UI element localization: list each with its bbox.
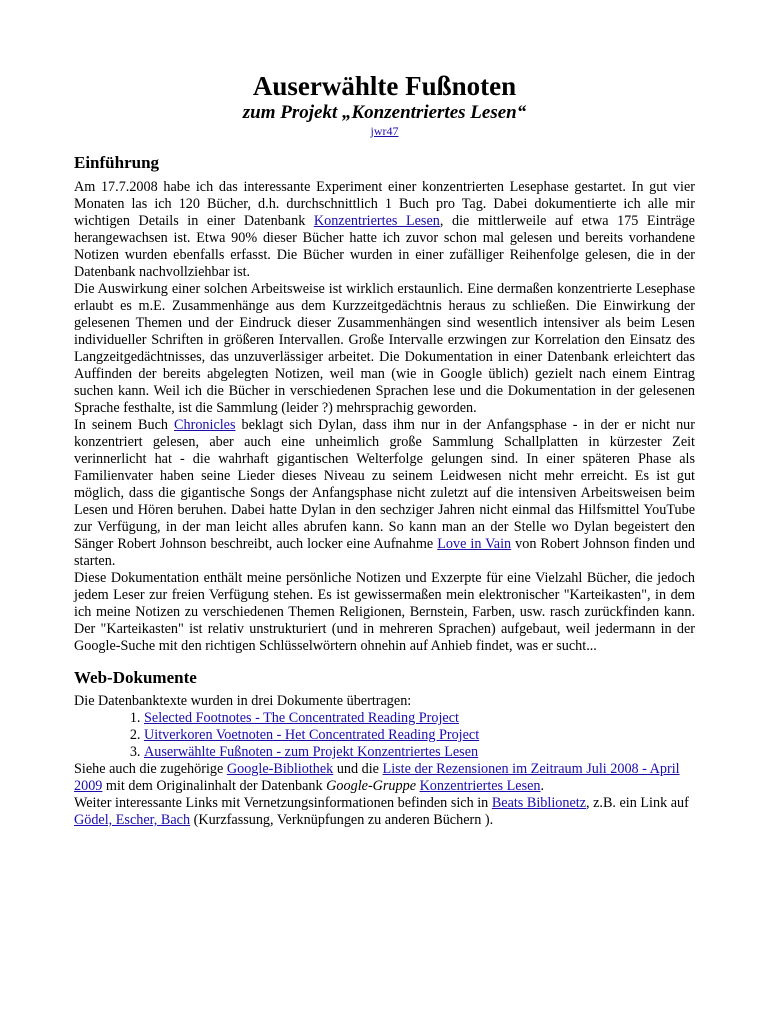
text: , die mittlerweile auf etwa 175 Einträge herangewachsen ist. Etwa 90% dieser Bücher hatte ich zuvor schon mal gelesen und bereits vorhandene Notizen wurden ebenfalls erfasst. Die Bücher wurden in einer zufälliger Reihenfolge gelesen, die in der Datenbank nachvollziehbar ist. — [74, 213, 695, 280]
intro-paragraph-4: Diese Dokumentation enthält meine persönliche Notizen und Exzerpte für eine Vielzahl Bücher, die jedoch jedem Leser zur freien Verfügung stehen. Es ist gewissermaßen mein elektronischer "Karteikasten", in dem ich meine Notizen zu verschiedenen Themen Religionen, Bernstein, Farben, usw. rasch zurückfinden kann. Der "Karteikasten" ist relativ unstrukturiert (und in mehreren Sprachen) aufgebaut, weil jedermann in der Google-Suche mit den richtigen Schlüsselwörtern ohnehin auf Anhieb findet, was er sucht... — [74, 570, 695, 654]
text: und die — [333, 761, 383, 777]
list-item — [144, 710, 695, 727]
author-link[interactable]: jwr47 — [370, 124, 399, 138]
documents-list — [74, 710, 695, 761]
text: (Kurzfassung, Verknüpfungen zu anderen Büchern ). — [190, 812, 494, 828]
intro-paragraph-1 — [74, 179, 695, 281]
text: In seinem Buch — [74, 417, 175, 433]
link-beats-biblionetz[interactable]: Beats Biblionetz — [491, 795, 586, 811]
document-title: Auserwählte Fußnoten — [252, 71, 517, 101]
text: von Robert Johnson finden und starten. — [74, 536, 696, 569]
link-konzentriertes-lesen-group[interactable]: Konzentriertes Lesen — [419, 778, 541, 794]
author-row — [74, 124, 695, 138]
text: . — [540, 778, 545, 794]
heading-einfuehrung: Einführung — [74, 153, 160, 172]
emphasis-google-gruppe: Google-Gruppe — [326, 778, 417, 794]
see-also-line — [74, 761, 695, 795]
further-links-line — [74, 795, 695, 829]
text: beklagt sich Dylan, dass ihm nur in der Anfangsphase - in der er nicht nur konzentriert gelesen, aber auch eine unheimlich große Sammlung Schallplatten in kürzester Zeit verinnerlicht hat - die wahrhaft gigantischen Welterfolge gelungen sind. In einer späteren Phase als Familienvater haben seine Lieder dieses Niveau zu seinem Leidwesen nicht mehr erreicht. Es ist gut möglich, dass die gigantische Songs der Anfangsphase nicht zuletzt auf die intensiven Arbeitsweisen beim Lesen und Hören beruhen. Dabei hatte Dylan in den sechziger Jahren nicht einmal das Hilfsmittel YouTube zur Verfügung, in der man leicht alles abrufen kann. So kann man an der Stelle wo Dylan begeistert den Sänger Robert Johnson beschreibt, auch locker eine Aufnahme — [74, 417, 696, 552]
link-chronicles[interactable]: Chronicles — [174, 417, 236, 433]
link-selected-footnotes[interactable]: Selected Footnotes - The Concentrated Reading Project — [144, 710, 459, 726]
link-konzentriertes-lesen[interactable]: Konzentriertes Lesen — [313, 213, 440, 229]
document-body — [74, 70, 695, 829]
list-item — [144, 744, 695, 761]
text: , z.B. ein Link auf — [586, 795, 689, 811]
link-uitverkoren-voetnoten[interactable]: Uitverkoren Voetnoten - Het Concentrated Reading Project — [144, 727, 480, 743]
intro-paragraph-2: Die Auswirkung einer solchen Arbeitsweise ist wirklich erstaunlich. Eine dermaßen konzentrierte Lesephase erlaubt es m.E. Zusammenhänge aus dem Kurzzeitgedächtnis heraus zu schließen. Die Einwirkung der gelesenen Themen und der Eindruck dieser Zusammenhängen sind wesentlich intensiver als beim Lesen individueller Schriften in größeren Intervallen. Große Intervalle erzwingen zur Korrelation den Einsatz des Langzeitgedächtnisses, das unzuverlässiger arbeitet. Die Dokumentation in einer Datenbank erleichtert das Auffinden der bereits abgelegten Notizen, weil man (wie in Google üblich) gezielt nach einem Eintrag suchen kann. Weil ich die Bücher in verschiedenen Sprachen lese und die Dokumentation in der gelesenen Sprache festhalte, ist die Sammlung (leider ?) mehrsprachig geworden. — [74, 281, 695, 416]
text: mit dem Originalinhalt der Datenbank — [102, 778, 327, 794]
link-liste-der-rezensionen[interactable]: Liste der Rezensionen im Zeitraum Juli 2008 - April 2009 — [74, 761, 680, 794]
text: Weiter interessante Links mit Vernetzungsinformationen befinden sich in — [74, 795, 492, 811]
link-love-in-vain[interactable]: Love in Vain — [437, 536, 512, 552]
text: Am 17.7.2008 habe ich das interessante Experiment einer konzentrierten Lesephase gestartet. In gut vier Monaten las ich 120 Bücher, d.h. durchschnittlich 1 Buch pro Tag. Dabei dokumentierte ich alle mir wichtigen Details in einer Datenbank — [74, 179, 695, 229]
link-goedel-escher-bach[interactable]: Gödel, Escher, Bach — [74, 812, 191, 828]
intro-paragraph-3 — [74, 417, 695, 570]
heading-web-dokumente: Web-Dokumente — [74, 668, 197, 687]
text: Siehe auch die zugehörige — [74, 761, 227, 777]
document-subtitle: zum Projekt „Konzentriertes Lesen“ — [242, 102, 527, 123]
link-auserwaehlte-fussnoten[interactable]: Auserwählte Fußnoten - zum Projekt Konzentriertes Lesen — [144, 744, 479, 760]
link-google-bibliothek[interactable]: Google-Bibliothek — [226, 761, 334, 777]
list-item — [144, 727, 695, 744]
web-intro-line: Die Datenbanktexte wurden in drei Dokumente übertragen: — [74, 693, 412, 709]
